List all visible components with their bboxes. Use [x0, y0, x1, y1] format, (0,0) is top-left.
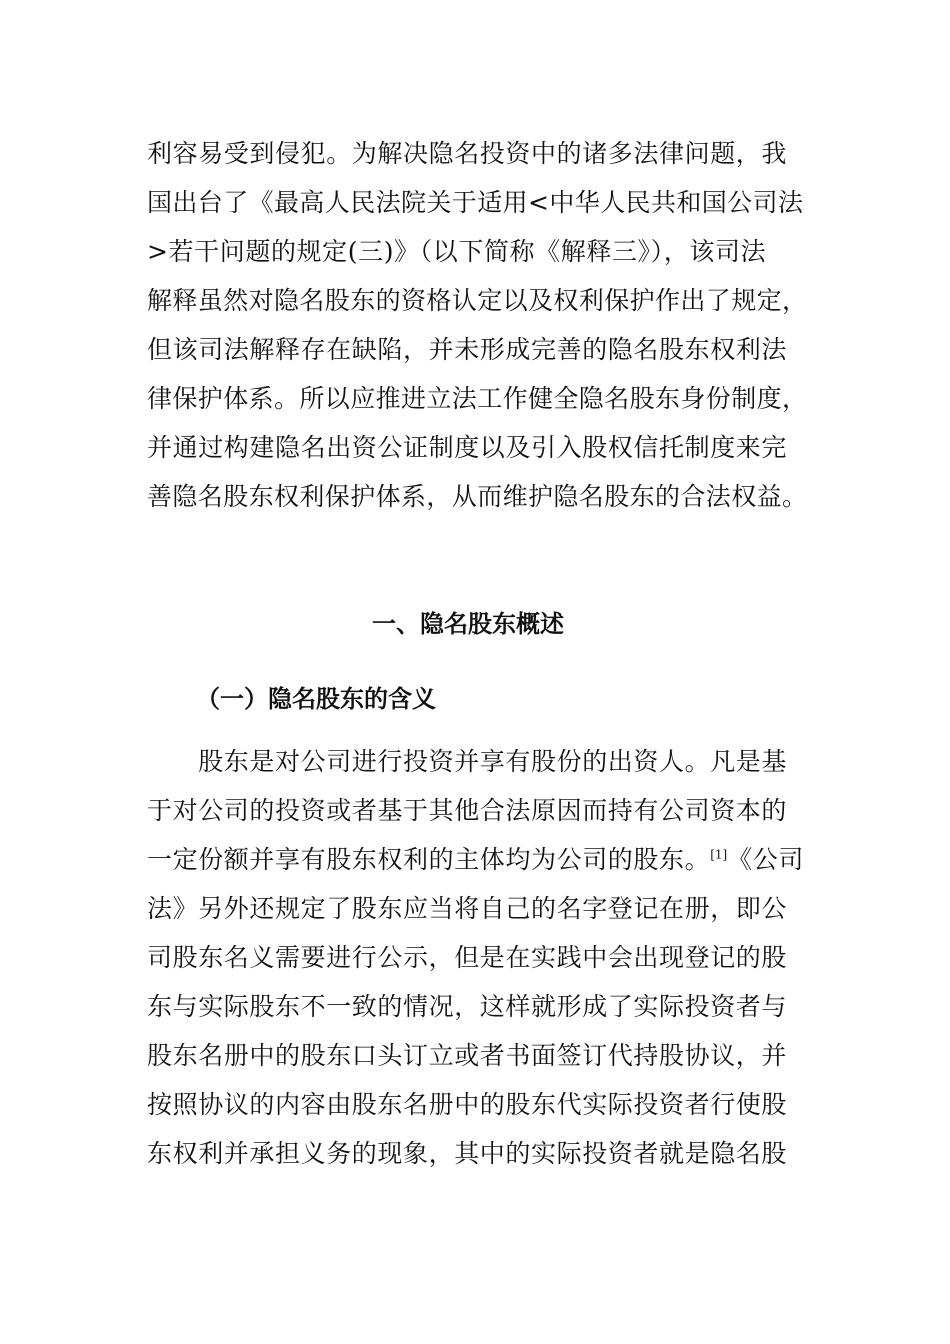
- body-line-7: 股东名册中的股东口头订立或者书面签订代持股协议，并: [147, 1041, 788, 1070]
- intro-line-6: 律保护体系。所以应推进立法工作健全隐名股东身份制度，: [147, 384, 808, 413]
- body-line-1: 股东是对公司进行投资并享有股份的出资人。凡是基: [147, 747, 788, 776]
- body-line-3-tail: 《公司: [727, 845, 805, 874]
- intro-line-2: 国出台了《最高人民法院关于适用<中华人民共和国公司法: [147, 188, 804, 217]
- subsection-heading: （一）隐名股东的含义: [196, 685, 436, 713]
- section-heading: 一、隐名股东概述: [372, 610, 564, 638]
- intro-line-1: 利容易受到侵犯。为解决隐名投资中的诸多法律问题，我: [147, 139, 788, 168]
- body-line-5: 司股东名义需要进行公示，但是在实践中会出现登记的股: [147, 943, 788, 972]
- intro-line-3: >若干问题的规定(三)》（以下简称《解释三》），该司法: [147, 237, 767, 266]
- footnote-ref[interactable]: [1]: [710, 847, 728, 862]
- intro-line-4: 解释虽然对隐名股东的资格认定以及权利保护作出了规定，: [147, 286, 808, 315]
- intro-line-7: 并通过构建隐名出资公证制度以及引入股权信托制度来完: [147, 433, 788, 462]
- body-line-2: 于对公司的投资或者基于其他合法原因而持有公司资本的: [147, 796, 788, 825]
- body-line-3: [147, 845, 807, 875]
- body-line-6: 东与实际股东不一致的情况，这样就形成了实际投资者与: [147, 992, 788, 1021]
- body-line-4: 法》另外还规定了股东应当将自己的名字登记在册，即公: [147, 894, 788, 923]
- body-line-9: 东权利并承担义务的现象，其中的实际投资者就是隐名股: [147, 1139, 788, 1168]
- intro-line-5: 但该司法解释存在缺陷，并未形成完善的隐名股东权利法: [147, 335, 788, 364]
- intro-line-8: 善隐名股东权利保护体系，从而维护隐名股东的合法权益。: [147, 482, 808, 511]
- body-line-8: 按照协议的内容由股东名册中的股东代实际投资者行使股: [147, 1090, 788, 1119]
- body-line-3-text: 一定份额并享有股东权利的主体均为公司的股东。: [147, 845, 711, 874]
